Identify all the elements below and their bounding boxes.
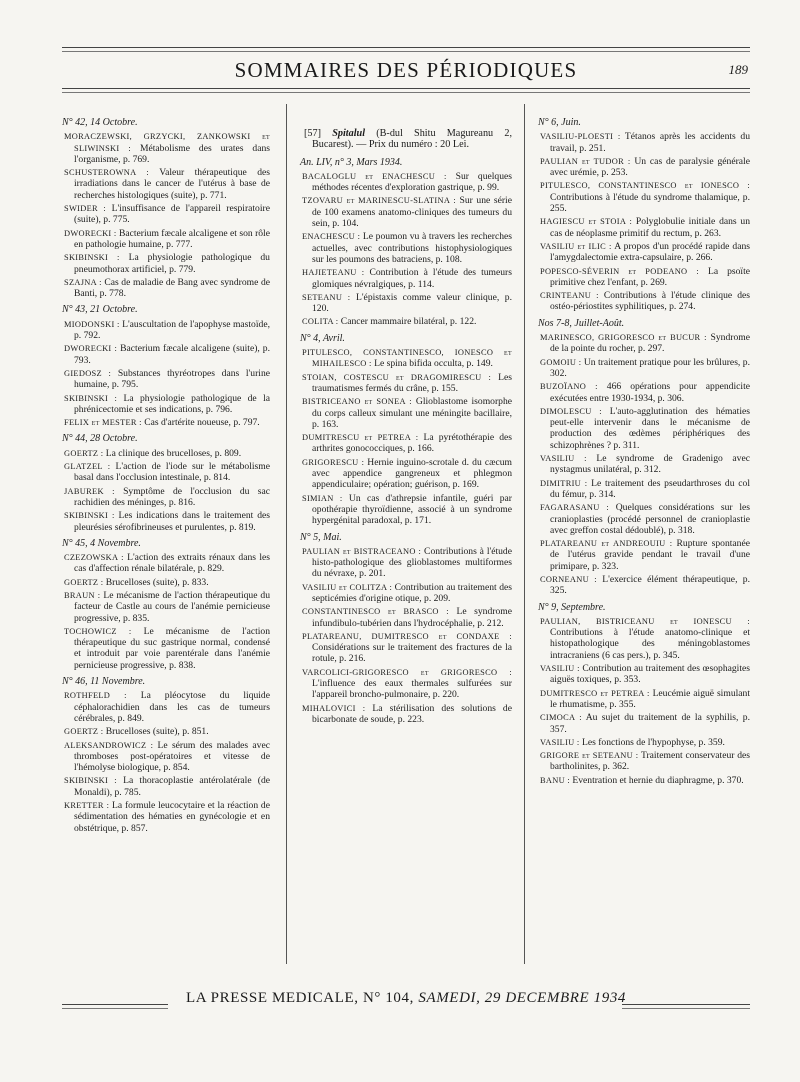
article-title: La formule leucocytaire et la réaction de sédimentation des hématies en gynécologie et en obstétrique, p. 857. bbox=[74, 800, 270, 834]
article-entry bbox=[300, 396, 512, 430]
article-title: Hernie inguino-scrotale d. du cæcum avec appendice gangreneux et phlegmon appendiculaire; opération; guérison, p. 169. bbox=[312, 456, 512, 491]
article-title: Les traumatismes fermés du crâne, p. 155. bbox=[312, 371, 512, 394]
article-title: La physiologie pathologique de la phrénicectomie et ses indications, p. 796. bbox=[74, 392, 270, 415]
article-author: SWIDER : bbox=[64, 204, 107, 214]
article-entry bbox=[62, 690, 270, 724]
article-title: Tétanos après les accidents du travail, p. 251. bbox=[550, 131, 750, 154]
article-author: DUMITRESCO et PETREA : bbox=[540, 688, 650, 698]
article-author: STOIAN, COSTESCU et DRAGOMIRESCU : bbox=[302, 372, 492, 382]
article-entry bbox=[300, 631, 512, 665]
article-entry bbox=[538, 663, 750, 686]
article-title: Le sérum des malades avec thromboses post-opératoires et vitesse de l'hémolyse biologique, p. 854. bbox=[74, 739, 270, 774]
article-title: La thoracoplastie antérolatérale (de Monaldi), p. 785. bbox=[74, 775, 271, 798]
article-entry bbox=[62, 552, 270, 575]
article-author: VASILIU : bbox=[540, 737, 580, 747]
article-title: Rupture spontanée de l'utérus gravide pendant le travail d'une primipare, p. 323. bbox=[550, 538, 750, 572]
article-author: PLATAREANU, DUMITRESCO et CONDAXE : bbox=[302, 631, 512, 641]
article-author: GLATZEL : bbox=[64, 462, 111, 472]
article-title: La clinique des brucelloses, p. 809. bbox=[105, 447, 242, 459]
journal-name: Spitalul bbox=[332, 128, 366, 139]
article-author: TZOVARU et MARINESCU-SLATINA : bbox=[302, 196, 456, 206]
article-author: GIEDOSZ : bbox=[64, 368, 112, 378]
article-author: VASILIU : bbox=[540, 664, 580, 674]
article-title: Contribution à l'étude des tumeurs glomiques névralgiques, p. 114. bbox=[312, 267, 512, 290]
article-entry bbox=[538, 616, 750, 661]
article-title: Contributions à l'étude anatomo-clinique et histopathologique des méningoblastomes intracraniens (6 cas pers.), p. 345. bbox=[550, 627, 750, 661]
article-entry bbox=[300, 372, 512, 395]
issue-heading: N° 42, 14 Octobre. bbox=[62, 117, 138, 128]
article-entry bbox=[538, 180, 750, 214]
article-author: PITULESCO, CONSTANTINESCO, IONESCO et MIHAILESCO : bbox=[302, 348, 512, 369]
article-title: La physiologie pathologique du pneumothorax artificiel, p. 779. bbox=[74, 252, 270, 275]
article-entry bbox=[62, 590, 270, 624]
article-title: Quelques considérations sur les cranioplasties (procédé personnel de cranioplastie avec greffon costal dédoublé), p. 318. bbox=[550, 502, 750, 536]
article-author: DUMITRESCU et PETREA : bbox=[302, 433, 419, 443]
column-divider-1 bbox=[286, 104, 287, 964]
article-title: Contribution au traitement des œsophagites aiguës toxiques, p. 353. bbox=[550, 663, 750, 686]
article-author: BANU : bbox=[540, 775, 570, 785]
article-entry bbox=[300, 606, 512, 629]
article-title: L'épistaxis comme valeur clinique, p. 120. bbox=[312, 291, 512, 315]
article-title: Polyglobulie initiale dans un cas de néoplasme primitif du rectum, p. 263. bbox=[550, 216, 750, 239]
article-author: PITULESCO, CONSTANTINESCO et IONESCO : bbox=[540, 181, 750, 191]
article-entry bbox=[538, 574, 750, 597]
page-title: SOMMAIRES DES PÉRIODIQUES bbox=[234, 58, 578, 82]
article-title: L'influence des eaux thermales sulfurées sur l'appareil broncho-pulmonaire, p. 220. bbox=[312, 678, 512, 701]
article-author: SCHUSTEROWNA : bbox=[64, 168, 149, 178]
article-author: DWORECKI : bbox=[64, 228, 117, 238]
article-entry bbox=[300, 171, 512, 194]
article-author: GOERTZ : bbox=[64, 448, 104, 458]
header-rule bbox=[62, 88, 750, 89]
article-title: Symptôme de l'occlusion du sac rachidien des méninges, p. 816. bbox=[74, 485, 271, 508]
article-title: Les indications dans le traitement des pleurésies sérofibrineuses et purulentes, p. 819. bbox=[74, 510, 270, 533]
footer-rule-right-thin bbox=[622, 1008, 750, 1009]
article-entry bbox=[62, 486, 270, 509]
article-author: SETEANU : bbox=[302, 292, 351, 302]
article-title: Cancer mammaire bilatéral, p. 122. bbox=[340, 316, 477, 328]
article-title: Cas d'artérite noueuse, p. 797. bbox=[144, 417, 260, 429]
article-author: SKIBINSKI : bbox=[64, 253, 120, 263]
article-author: COLITA : bbox=[302, 317, 339, 327]
article-entry bbox=[300, 316, 512, 327]
article-title: Le syndrome infundibulo-tubérien dans l'hydrocéphalie, p. 212. bbox=[312, 606, 512, 629]
article-entry bbox=[62, 343, 270, 366]
article-author: HAGIESCU et STOIA : bbox=[540, 217, 633, 227]
article-author: FELIX et MESTER : bbox=[64, 418, 142, 428]
article-title: Sur une série de 100 examens anatomo-cliniques des tumeurs du sein, p. 104. bbox=[312, 195, 512, 230]
article-entry bbox=[538, 156, 750, 179]
article-title: Eventration et hernie du diaphragme, p. 370. bbox=[572, 774, 744, 786]
footer bbox=[62, 990, 750, 1007]
article-author: ENACHESCU : bbox=[302, 232, 361, 242]
article-entry bbox=[62, 131, 270, 165]
article-entry bbox=[300, 195, 512, 229]
article-title: 466 opérations pour appendicite exécutées entre 1930-1934, p. 306. bbox=[550, 381, 750, 404]
article-author: VASILIU-PLOESTI : bbox=[540, 132, 621, 142]
article-title: Un traitement pratique pour les brûlures, p. 302. bbox=[550, 356, 750, 379]
article-title: Traitement conservateur des bartholinites, p. 362. bbox=[550, 750, 750, 773]
article-author: DWORECKI : bbox=[64, 344, 118, 354]
article-author: MIHALOVICI : bbox=[302, 703, 366, 713]
article-author: KRETTER : bbox=[64, 801, 110, 811]
article-entry bbox=[538, 357, 750, 380]
article-title: Glioblastome isomorphe du corps calleux simulant une méningite bacillaire, p. 163. bbox=[312, 396, 513, 430]
article-author: CRINTEANU : bbox=[540, 291, 599, 301]
article-entry bbox=[62, 203, 270, 226]
column-3 bbox=[538, 112, 750, 788]
article-title: Le mécanisme de l'action thérapeutique du suc gastrique normal, condensé et introduit par voie parentérale dans l'anémie pernicieuse progressive, p. 838. bbox=[74, 625, 271, 671]
issue-heading: Nos 7-8, Juillet-Août. bbox=[538, 317, 625, 329]
issue-heading: N° 6, Juin. bbox=[538, 117, 581, 128]
article-entry bbox=[538, 332, 750, 355]
article-entry bbox=[538, 688, 750, 711]
article-author: SKIBINSKI : bbox=[64, 776, 117, 786]
top-rule-thin bbox=[62, 51, 750, 52]
footer-date: SAMEDI, 29 DECEMBRE 1934 bbox=[418, 990, 627, 1006]
article-entry bbox=[538, 453, 750, 476]
article-entry bbox=[62, 228, 270, 251]
article-author: SIMIAN : bbox=[302, 493, 343, 503]
article-title: La psoïte primitive chez l'enfant, p. 269. bbox=[550, 265, 750, 288]
article-title: Le spina bifida occulta, p. 149. bbox=[374, 358, 493, 370]
article-title: La pléocytose du liquide céphalorachidien dans les cas de tumeurs cérébrales, p. 849. bbox=[74, 690, 270, 724]
header-rule-thin bbox=[62, 92, 750, 93]
article-author: SZAJNA : bbox=[64, 277, 102, 287]
article-entry bbox=[62, 277, 270, 300]
article-entry bbox=[538, 131, 750, 154]
article-entry bbox=[62, 319, 270, 342]
article-title: L'action des extraits rénaux dans les cas d'affection rénale bilatérale, p. 829. bbox=[74, 552, 270, 575]
article-entry bbox=[62, 626, 270, 671]
article-entry bbox=[62, 510, 270, 533]
top-rule bbox=[62, 47, 750, 48]
article-entry bbox=[538, 266, 750, 289]
article-title: L'exercice élément thérapeutique, p. 325. bbox=[550, 573, 751, 597]
article-title: Considérations sur le traitement des fractures de la rotule, p. 216. bbox=[312, 642, 512, 665]
article-entry bbox=[62, 775, 270, 798]
article-author: JABUREK : bbox=[64, 486, 115, 496]
article-title: La stérilisation des solutions de bicarbonate de soude, p. 223. bbox=[312, 702, 512, 725]
article-author: GRIGORESCU : bbox=[302, 457, 365, 467]
article-author: DIMITRIU : bbox=[540, 478, 588, 488]
article-entry bbox=[300, 493, 512, 527]
article-author: CORNEANU : bbox=[540, 574, 597, 584]
article-author: PLATAREANU et ANDREOUIU : bbox=[540, 539, 673, 549]
issue-heading: N° 5, Mai. bbox=[300, 531, 342, 543]
article-entry bbox=[300, 703, 512, 726]
article-entry bbox=[538, 750, 750, 773]
article-author: VASILIU et COLITZA : bbox=[302, 582, 393, 592]
article-author: BUZOÏANO : bbox=[540, 382, 598, 392]
article-entry bbox=[62, 461, 270, 484]
article-title: Métabolisme des urates dans l'organisme, p. 769. bbox=[74, 142, 270, 165]
article-author: PAULIAN et TUDOR : bbox=[540, 156, 631, 166]
article-author: VARCOLICI-GRIGORESCO et GRIGORESCO : bbox=[302, 667, 512, 677]
article-title: Bacterium fæcale alcaligene et son rôle en pathologie humaine, p. 777. bbox=[74, 227, 270, 250]
article-entry bbox=[300, 546, 512, 580]
article-entry bbox=[538, 406, 750, 451]
article-author: BACALOGLU et ENACHESCU : bbox=[302, 171, 447, 181]
article-title: Contributions à l'étude du syndrome thalamique, p. 255. bbox=[550, 191, 750, 215]
journal-number: [57] bbox=[304, 128, 321, 139]
article-entry bbox=[538, 381, 750, 404]
article-title: L'insuffisance de l'appareil respiratoire (suite), p. 775. bbox=[74, 203, 270, 226]
article-title: A propos d'un procédé rapide dans l'amygdalectomie extra-capsulaire, p. 266. bbox=[550, 240, 751, 264]
article-author: HAJIETEANU : bbox=[302, 268, 365, 278]
issue-heading: N° 46, 11 Novembre. bbox=[62, 676, 146, 688]
article-entry bbox=[538, 241, 750, 264]
article-title: Un cas d'athrepsie infantile, guéri par opothérapie thyroïdienne, associé à un syndrome hypergénital paradoxal, p. 171. bbox=[312, 492, 513, 527]
article-entry bbox=[300, 292, 512, 315]
article-author: GOERTZ : bbox=[64, 577, 104, 587]
article-title: Le poumon vu à travers les recherches actuelles, avec contributions histophysiologiques sur les poumons des batraciens, p. 108. bbox=[312, 231, 512, 265]
article-entry bbox=[300, 231, 512, 265]
article-entry bbox=[62, 252, 270, 275]
issue-heading: N° 45, 4 Novembre. bbox=[62, 537, 141, 549]
article-author: TOCHOWICZ : bbox=[64, 626, 132, 636]
article-title: L'action de l'iode sur le métabolisme basal dans l'occlusion intestinale, p. 814. bbox=[74, 461, 270, 484]
page-number: 189 bbox=[728, 62, 748, 77]
article-author: PAULIAN et BISTRACEANO : bbox=[302, 546, 422, 556]
article-title: Valeur thérapeutique des irradiations dans le cancer de l'utérus à base de recherches histologiques (suite), p. 771. bbox=[74, 167, 270, 201]
article-title: Le syndrome de Gradenigo avec nystagmus unilatéral, p. 312. bbox=[550, 453, 750, 476]
article-author: DIMOLESCU : bbox=[540, 406, 602, 416]
issue-heading: N° 9, Septembre. bbox=[538, 601, 606, 613]
article-entry bbox=[300, 267, 512, 290]
article-entry bbox=[300, 432, 512, 455]
article-title: Contributions à l'étude histo-pathologique des glioblastomes multiformes du névraxe, p. 201. bbox=[312, 545, 512, 580]
article-entry bbox=[62, 740, 270, 774]
journal-info: (B-dul Shitu Magureanu 2, Bucarest). — Prix du numéro : 20 Lei. bbox=[312, 128, 512, 151]
article-entry bbox=[538, 216, 750, 239]
article-title: La pyrétothérapie des arthrites gonococciques, p. 166. bbox=[312, 432, 513, 455]
article-title: L'auscultation de l'apophyse mastoïde, p. 792. bbox=[74, 318, 270, 342]
article-author: ALEKSANDROWICZ : bbox=[64, 740, 154, 750]
article-author: MARINESCO, GRIGORESCO et BUCUR : bbox=[540, 333, 707, 343]
article-title: Leucémie aiguë simulant le rhumatisme, p. 355. bbox=[550, 687, 750, 710]
article-author: PAULIAN, BISTRICEANU et IONESCU : bbox=[540, 616, 750, 626]
article-title: Sur quelques méthodes récentes d'exploration gastrique, p. 99. bbox=[312, 170, 512, 194]
article-entry bbox=[538, 775, 750, 786]
article-entry bbox=[538, 502, 750, 536]
issue-heading: N° 43, 21 Octobre. bbox=[62, 304, 138, 316]
article-author: SKIBINSKI : bbox=[64, 511, 115, 521]
article-title: Cas de maladie de Bang avec syndrome de Banti, p. 778. bbox=[74, 276, 270, 300]
article-author: BISTRICEANO et SONEA : bbox=[302, 397, 412, 407]
article-author: SKIBINSKI : bbox=[64, 393, 118, 403]
article-title: Le traitement des pseudarthroses du col du fémur, p. 314. bbox=[550, 477, 750, 500]
article-title: Le mécanisme de l'action thérapeutique du facteur de Castle au cours de l'anémie pernicieuse progressive, p. 835. bbox=[74, 589, 271, 624]
article-title: Au sujet du traitement de la syphilis, p. 357. bbox=[550, 712, 751, 735]
article-entry bbox=[62, 417, 270, 428]
article-author: GOERTZ : bbox=[64, 727, 104, 737]
article-entry bbox=[538, 478, 750, 501]
article-title: Brucelloses (suite), p. 851. bbox=[105, 726, 209, 738]
article-author: ROTHFELD : bbox=[64, 691, 127, 701]
article-author: VASILIU : bbox=[540, 454, 587, 464]
article-entry bbox=[300, 457, 512, 491]
article-author: BRAUN : bbox=[64, 590, 101, 600]
footer-rule-left-thin bbox=[62, 1008, 168, 1009]
article-entry bbox=[62, 368, 270, 391]
article-title: Les fonctions de l'hypophyse, p. 359. bbox=[581, 736, 725, 748]
article-entry bbox=[62, 448, 270, 459]
article-author: MORACZEWSKI, GRZYCKI, ZANKOWSKI et SLIWINSKI : bbox=[64, 132, 270, 153]
issue-heading: An. LIV, n° 3, Mars 1934. bbox=[300, 156, 403, 168]
footer-journal: LA PRESSE MEDICALE, N° 104, bbox=[185, 990, 414, 1006]
issue-heading: N° 4, Avril. bbox=[300, 332, 345, 344]
article-title: Syndrome de la pointe du rocher, p. 297. bbox=[550, 332, 750, 355]
article-author: GOMOIU : bbox=[540, 357, 582, 367]
article-author: MIODONSKI : bbox=[64, 319, 120, 329]
article-entry bbox=[62, 577, 270, 588]
article-author: POPESCO-SÉVERIN et PODEANO : bbox=[540, 266, 699, 276]
article-title: Brucelloses (suite), p. 833. bbox=[105, 576, 209, 588]
article-title: Bacterium fæcale alcaligene (suite), p. 793. bbox=[74, 343, 270, 366]
column-2 bbox=[300, 128, 512, 727]
article-author: FAGARASANU : bbox=[540, 503, 609, 513]
article-entry bbox=[62, 800, 270, 834]
article-entry bbox=[538, 290, 750, 313]
article-author: CIMOCA : bbox=[540, 713, 582, 723]
issue-heading: N° 44, 28 Octobre. bbox=[62, 433, 138, 445]
article-entry bbox=[300, 667, 512, 701]
column-1 bbox=[62, 112, 270, 836]
article-author: GRIGORE et SETEANU : bbox=[540, 751, 639, 761]
article-title: L'auto-agglutination des hématies peut-elle intervenir dans le mécanisme de production des œdèmes périphériques des schizophrènes ? p. 311. bbox=[550, 405, 750, 451]
article-entry bbox=[538, 538, 750, 572]
article-entry bbox=[300, 347, 512, 370]
article-entry bbox=[62, 167, 270, 201]
article-author: CZEZOWSKA : bbox=[64, 553, 124, 563]
article-author: VASILIU et ILIC : bbox=[540, 241, 612, 251]
journal-heading bbox=[300, 128, 512, 151]
article-entry bbox=[62, 393, 270, 416]
article-entry bbox=[300, 582, 512, 605]
article-title: Contribution au traitement des septicémies d'origine otique, p. 209. bbox=[312, 581, 512, 604]
article-title: Un cas de paralysie générale avec urémie, p. 253. bbox=[550, 155, 750, 179]
article-author: CONSTANTINESCO et BRASCO : bbox=[302, 607, 449, 617]
article-title: Substances thyréotropes dans l'urine humaine, p. 795. bbox=[74, 367, 270, 391]
column-divider-2 bbox=[524, 104, 525, 964]
article-entry bbox=[538, 737, 750, 748]
article-entry bbox=[62, 726, 270, 737]
article-title: Contributions à l'étude clinique des ostéo-périostites syphilitiques, p. 274. bbox=[550, 290, 751, 313]
article-entry bbox=[538, 712, 750, 735]
